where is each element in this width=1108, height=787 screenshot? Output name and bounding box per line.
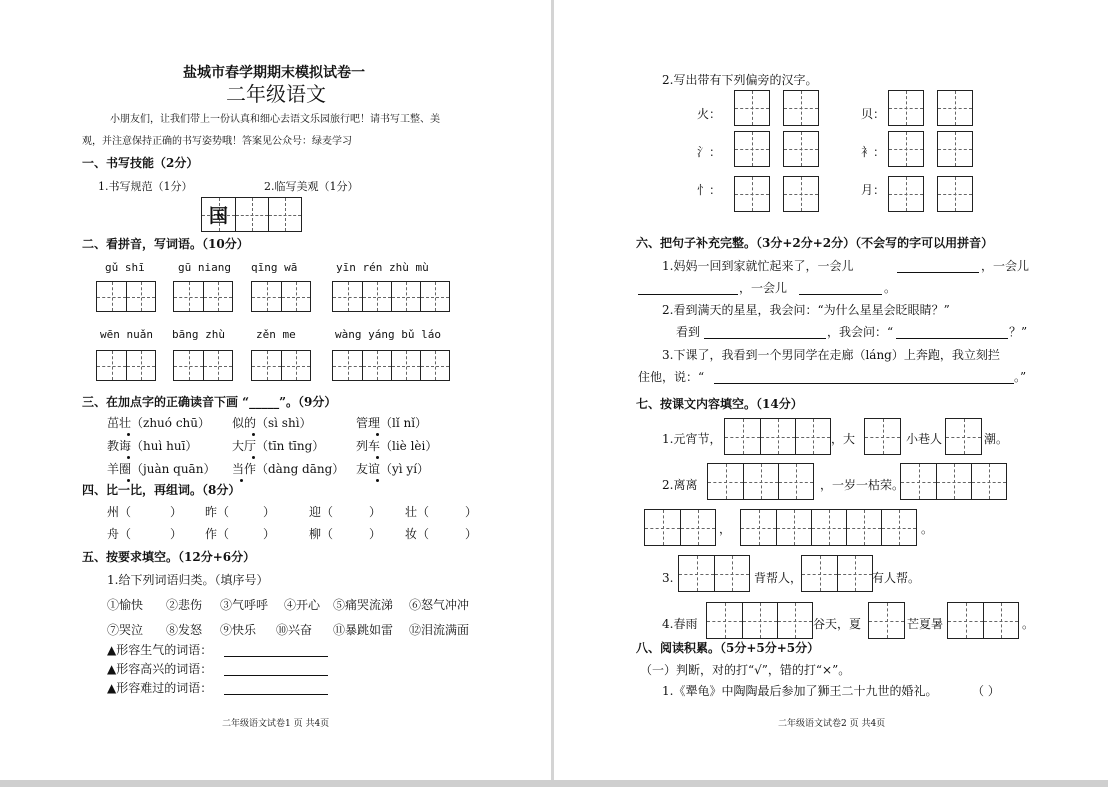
intro-line-1: 小朋友们，让我们带上一份认真和细心去语文乐园旅行吧！请书写工整、美 bbox=[110, 114, 440, 125]
emphasis-dot bbox=[252, 433, 255, 436]
section-4-heading: 四、比一比，再组词。（8分） bbox=[82, 483, 241, 497]
writing-cell[interactable] bbox=[778, 464, 813, 499]
s7-q1-text: 潮。 bbox=[984, 432, 1009, 446]
writing-cell[interactable] bbox=[889, 177, 923, 211]
writing-cell[interactable] bbox=[97, 351, 126, 380]
word-option: ④开心 bbox=[284, 598, 321, 612]
writing-cell[interactable] bbox=[784, 91, 818, 125]
radical-label: 贝： bbox=[861, 107, 886, 121]
answer-grid bbox=[868, 602, 905, 639]
reading-item: 羊圈（juàn quān） bbox=[107, 462, 216, 476]
pinyin-3: qīng wā bbox=[251, 261, 298, 274]
s1-writing-grid bbox=[201, 197, 302, 232]
compare-close: ） bbox=[170, 505, 183, 519]
word-option: ⑤痛哭流涕 bbox=[333, 598, 394, 612]
writing-cell[interactable] bbox=[741, 510, 776, 545]
answer-line[interactable] bbox=[714, 383, 1014, 384]
model-char-cell bbox=[202, 198, 235, 231]
intro-line-2: 观，并注意保持正确的书写姿势哦！答案见公众号：绿麦学习 bbox=[82, 136, 352, 147]
writing-cell[interactable] bbox=[126, 351, 155, 380]
category-label: ▲形容难过的词语： bbox=[107, 681, 213, 695]
word-option: ⑨快乐 bbox=[220, 623, 257, 637]
s7-q4-text: 。 bbox=[1022, 617, 1035, 631]
exam-page-left bbox=[0, 0, 551, 780]
writing-cell[interactable] bbox=[938, 91, 972, 125]
emphasis-dot bbox=[376, 433, 379, 436]
pinyin-8: wàng yáng bǔ láo bbox=[335, 328, 441, 341]
section-7-heading: 七、按课文内容填空。（14分） bbox=[636, 397, 803, 411]
answer-line[interactable] bbox=[799, 294, 882, 295]
radical-grid bbox=[888, 176, 924, 212]
pinyin-4: yīn rén zhù mù bbox=[336, 261, 429, 274]
answer-grid bbox=[173, 281, 233, 312]
compare-open[interactable]: 舟（ bbox=[107, 527, 132, 541]
section-5-heading: 五、按要求填空。（12分+6分） bbox=[82, 550, 256, 564]
writing-cell[interactable] bbox=[777, 603, 812, 638]
writing-cell[interactable] bbox=[811, 510, 846, 545]
writing-cell[interactable] bbox=[784, 177, 818, 211]
writing-cell[interactable] bbox=[735, 177, 769, 211]
s7-q2-text: ，一岁一枯荣。 bbox=[820, 478, 905, 492]
page-footer: 二年级语文试卷1 页 共4页 bbox=[222, 719, 330, 729]
word-option: ⑩兴奋 bbox=[276, 623, 313, 637]
word-option: ③气呼呼 bbox=[220, 598, 269, 612]
reading-item: 当作（dàng dāng） bbox=[232, 462, 345, 476]
s5-question-1: 1.给下列词语归类。（填序号） bbox=[107, 573, 269, 587]
answer-grid bbox=[332, 281, 450, 312]
writing-cell[interactable] bbox=[708, 464, 743, 499]
s7-q1-text: 1.元宵节， bbox=[662, 432, 722, 446]
pinyin-1: gǔ shī bbox=[105, 261, 145, 274]
reading-item: 茁壮（zhuó chū） bbox=[107, 416, 210, 430]
answer-grid bbox=[678, 555, 750, 592]
writing-cell[interactable] bbox=[252, 351, 281, 380]
writing-cell[interactable] bbox=[725, 419, 760, 454]
radical-grid bbox=[783, 176, 819, 212]
emphasis-dot bbox=[127, 433, 130, 436]
s6-q1-text: ，一会儿 bbox=[981, 259, 1030, 273]
writing-cell[interactable] bbox=[203, 351, 232, 380]
s1-item-1: 1.书写规范（1分） bbox=[98, 180, 193, 193]
writing-cell[interactable] bbox=[391, 351, 420, 380]
s6-q2-text: 看到 bbox=[676, 325, 701, 339]
s6-q3-text: 3.下课了，我看到一个男同学在走廊（láng）上奔跑，我立刻拦 bbox=[662, 348, 1000, 362]
writing-cell[interactable] bbox=[865, 419, 900, 454]
reading-item: 管理（lǐ nǐ） bbox=[356, 416, 428, 430]
answer-grid bbox=[945, 418, 982, 455]
writing-cell[interactable] bbox=[707, 603, 742, 638]
writing-cell[interactable] bbox=[971, 464, 1006, 499]
radical-grid bbox=[734, 176, 770, 212]
s6-q1-text: 。 bbox=[884, 281, 897, 295]
writing-cell[interactable] bbox=[869, 603, 904, 638]
writing-cell[interactable] bbox=[760, 419, 795, 454]
writing-cell[interactable] bbox=[743, 464, 778, 499]
s1-item-2: 2.临写美观（1分） bbox=[264, 180, 359, 193]
s8-subsection-1: （一）判断，对的打“√”，错的打“×”。 bbox=[640, 663, 851, 677]
s6-q2-text: ？” bbox=[1009, 325, 1028, 339]
writing-cell[interactable] bbox=[174, 282, 203, 311]
writing-cell[interactable] bbox=[174, 351, 203, 380]
answer-grid bbox=[864, 418, 901, 455]
emphasis-dot bbox=[252, 456, 255, 459]
emphasis-dot bbox=[376, 456, 379, 459]
exam-title: 盐城市春学期期末模拟试卷一 bbox=[183, 65, 365, 81]
compare-close: ） bbox=[263, 527, 276, 541]
compare-close: ） bbox=[369, 527, 382, 541]
writing-cell[interactable] bbox=[938, 177, 972, 211]
s6-q3-text: 住他，说：“ bbox=[638, 370, 705, 384]
radical-label: 衤： bbox=[861, 145, 886, 159]
s6-q1-text: ，一会儿 bbox=[739, 281, 788, 295]
answer-grid bbox=[740, 509, 917, 546]
compare-close: ） bbox=[170, 527, 183, 541]
s7-q2-text: 2.离离 bbox=[662, 478, 698, 492]
emphasis-dot bbox=[127, 456, 130, 459]
answer-grid bbox=[706, 602, 813, 639]
s7-q2-text: 。 bbox=[921, 522, 934, 536]
radical-grid bbox=[937, 131, 973, 167]
writing-cell[interactable] bbox=[203, 282, 232, 311]
s6-q2-text: ，我会问：“ bbox=[827, 325, 894, 339]
word-option: ⑦哭泣 bbox=[107, 623, 144, 637]
writing-cell[interactable] bbox=[235, 198, 268, 231]
writing-cell[interactable] bbox=[735, 132, 769, 166]
pinyin-2: gū niang bbox=[178, 261, 231, 274]
writing-cell[interactable] bbox=[846, 510, 881, 545]
word-option: ⑪暴跳如雷 bbox=[333, 623, 394, 637]
writing-cell[interactable] bbox=[889, 132, 923, 166]
writing-cell[interactable] bbox=[252, 282, 281, 311]
pinyin-7: zěn me bbox=[256, 328, 296, 341]
category-answer-line[interactable] bbox=[224, 656, 328, 657]
compare-open[interactable]: 妆（ bbox=[405, 527, 430, 541]
s5-question-2: 2.写出带有下列偏旁的汉字。 bbox=[662, 73, 818, 87]
writing-cell[interactable] bbox=[946, 419, 981, 454]
section-2-heading: 二、看拼音，写词语。（10分） bbox=[82, 237, 249, 251]
writing-cell[interactable] bbox=[126, 282, 155, 311]
section-8-heading: 八、阅读积累。（5分+5分+5分） bbox=[636, 641, 820, 655]
writing-cell[interactable] bbox=[362, 351, 391, 380]
radical-grid bbox=[734, 131, 770, 167]
answer-grid bbox=[173, 350, 233, 381]
writing-cell[interactable] bbox=[420, 282, 449, 311]
writing-cell[interactable] bbox=[281, 282, 310, 311]
reading-item: 教诲（huì huī） bbox=[107, 439, 198, 453]
compare-open[interactable]: 壮（ bbox=[405, 505, 430, 519]
radical-label: 忄： bbox=[697, 183, 722, 197]
radical-label: 月： bbox=[861, 183, 886, 197]
radical-grid bbox=[783, 131, 819, 167]
writing-cell[interactable] bbox=[362, 282, 391, 311]
writing-cell[interactable] bbox=[802, 556, 837, 591]
reading-item: 大厅（tīn tīng） bbox=[232, 439, 325, 453]
writing-cell[interactable] bbox=[881, 510, 916, 545]
reading-item: 友谊（yì yí） bbox=[356, 462, 430, 476]
answer-grid bbox=[801, 555, 873, 592]
writing-cell[interactable] bbox=[333, 351, 362, 380]
answer-line[interactable] bbox=[897, 272, 979, 273]
writing-cell[interactable] bbox=[742, 603, 777, 638]
s7-q2-text: ， bbox=[719, 522, 732, 536]
writing-cell[interactable] bbox=[784, 132, 818, 166]
radical-grid bbox=[783, 90, 819, 126]
writing-cell[interactable] bbox=[889, 91, 923, 125]
word-option: ⑫泪流满面 bbox=[409, 623, 470, 637]
answer-grid bbox=[251, 281, 311, 312]
compare-close: ） bbox=[369, 505, 382, 519]
writing-cell[interactable] bbox=[97, 282, 126, 311]
writing-cell[interactable] bbox=[938, 132, 972, 166]
answer-line[interactable] bbox=[704, 338, 826, 339]
s7-q4-text: 4.春雨 bbox=[662, 617, 698, 631]
word-option: ⑥怒气冲冲 bbox=[409, 598, 470, 612]
writing-cell[interactable] bbox=[333, 282, 362, 311]
writing-cell[interactable] bbox=[837, 556, 872, 591]
writing-cell[interactable] bbox=[983, 603, 1018, 638]
viewer-bottom-bar bbox=[0, 780, 1108, 787]
category-answer-line[interactable] bbox=[224, 675, 328, 676]
compare-open[interactable]: 柳（ bbox=[309, 527, 334, 541]
answer-grid bbox=[332, 350, 450, 381]
compare-open[interactable]: 州（ bbox=[107, 505, 132, 519]
answer-grid bbox=[644, 509, 716, 546]
compare-open[interactable]: 迎（ bbox=[309, 505, 334, 519]
radical-grid bbox=[937, 90, 973, 126]
s6-q3-text: 。” bbox=[1014, 370, 1027, 384]
word-option: ②悲伤 bbox=[166, 598, 203, 612]
s7-q4-text: 谷天，夏 bbox=[813, 617, 862, 631]
writing-cell[interactable] bbox=[281, 351, 310, 380]
compare-close: ） bbox=[465, 527, 478, 541]
emphasis-dot bbox=[376, 479, 379, 482]
s8-question-1: 1.《犟龟》中陶陶最后参加了狮王二十九世的婚礼。 bbox=[662, 684, 938, 698]
compare-open[interactable]: 作（ bbox=[205, 527, 230, 541]
s7-q1-text: 小巷人 bbox=[906, 432, 943, 446]
writing-cell[interactable] bbox=[420, 351, 449, 380]
exam-page-right bbox=[554, 0, 1108, 780]
compare-close: ） bbox=[263, 505, 276, 519]
answer-grid bbox=[724, 418, 831, 455]
writing-cell[interactable] bbox=[735, 91, 769, 125]
radical-label: 氵： bbox=[697, 145, 722, 159]
section-3-heading: 三、在加点字的正确读音下画 “_____”。（9分） bbox=[82, 395, 337, 409]
writing-cell[interactable] bbox=[936, 464, 971, 499]
s7-q4-text: 芒夏暑 bbox=[907, 617, 944, 631]
word-option: ①愉快 bbox=[107, 598, 144, 612]
radical-grid bbox=[734, 90, 770, 126]
answer-grid bbox=[947, 602, 1019, 639]
writing-cell[interactable] bbox=[391, 282, 420, 311]
answer-grid bbox=[251, 350, 311, 381]
answer-grid bbox=[96, 281, 156, 312]
radical-grid bbox=[888, 90, 924, 126]
reading-item: 列车（liè lèi） bbox=[356, 439, 438, 453]
writing-cell[interactable] bbox=[901, 464, 936, 499]
radical-grid bbox=[937, 176, 973, 212]
word-option: ⑧发怒 bbox=[166, 623, 203, 637]
answer-grid bbox=[96, 350, 156, 381]
category-answer-line[interactable] bbox=[224, 694, 328, 695]
model-char: 国 bbox=[208, 205, 228, 227]
writing-cell[interactable] bbox=[680, 510, 715, 545]
s7-q3-text: 有人帮。 bbox=[872, 571, 921, 585]
writing-cell[interactable] bbox=[268, 198, 301, 231]
answer-grid bbox=[707, 463, 814, 500]
s7-q3-text: 3. bbox=[662, 571, 674, 585]
writing-cell[interactable] bbox=[714, 556, 749, 591]
writing-cell[interactable] bbox=[948, 603, 983, 638]
compare-open[interactable]: 昨（ bbox=[205, 505, 230, 519]
writing-cell[interactable] bbox=[776, 510, 811, 545]
section-6-heading: 六、把句子补充完整。（3分+2分+2分）（不会写的字可以用拼音） bbox=[636, 236, 994, 250]
radical-grid bbox=[888, 131, 924, 167]
answer-line[interactable] bbox=[638, 294, 738, 295]
writing-cell[interactable] bbox=[679, 556, 714, 591]
answer-line[interactable] bbox=[896, 338, 1008, 339]
s7-q3-text: 背帮人， bbox=[754, 571, 803, 585]
section-1-heading: 一、书写技能（2分） bbox=[82, 156, 199, 170]
reading-item: 似的（sì shì） bbox=[232, 416, 312, 430]
writing-cell[interactable] bbox=[795, 419, 830, 454]
emphasis-dot bbox=[240, 479, 243, 482]
writing-cell[interactable] bbox=[645, 510, 680, 545]
pinyin-5: wēn nuǎn bbox=[100, 328, 153, 341]
category-label: ▲形容生气的词语： bbox=[107, 643, 213, 657]
pinyin-6: bāng zhù bbox=[172, 328, 225, 341]
s6-q2-text: 2.看到满天的星星，我会问：“为什么星星会眨眼睛？” bbox=[662, 303, 950, 317]
radical-label: 火： bbox=[697, 107, 722, 121]
s6-q1-text: 1.妈妈一回到家就忙起来了，一会儿 bbox=[662, 259, 854, 273]
answer-grid bbox=[900, 463, 1007, 500]
s7-q1-text: ，大 bbox=[831, 432, 856, 446]
page-footer: 二年级语文试卷2 页 共4页 bbox=[778, 719, 886, 729]
exam-subtitle: 二年级语文 bbox=[226, 82, 326, 106]
compare-close: ） bbox=[465, 505, 478, 519]
judgement-bracket[interactable]: （ ） bbox=[972, 684, 1000, 698]
category-label: ▲形容高兴的词语： bbox=[107, 662, 213, 676]
